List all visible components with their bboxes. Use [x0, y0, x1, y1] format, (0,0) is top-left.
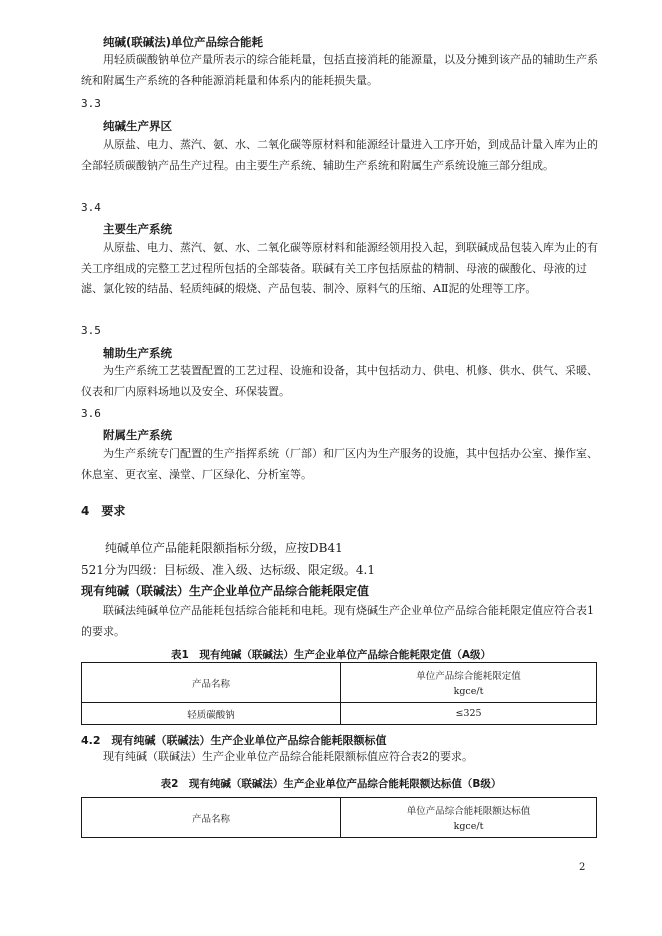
- clause-number: 3.4: [81, 201, 101, 214]
- definition-production-boundary: 从原盐、电力、蒸汽、氨、水、二氧化碳等原材料和能源经计量进入工序开始，到成品计量入库为止的全部轻质碳酸钠产品生产过程。由主要生产系统、辅助生产系统和附属生产系统设施三部分组成。: [81, 138, 598, 172]
- definition-soda-ash-energy-consumption: 用轻质碳酸钠单位产量所表示的综合能耗量，包括直接消耗的能源量，以及分摊到该产品的辅助生产系统和附属生产系统的各种能源消耗量和体系内的能耗损失量。: [81, 53, 598, 87]
- table-header-row: [82, 798, 597, 838]
- table-cell-energy-limit: ≤325: [341, 703, 597, 725]
- table-header-product-name: 产品名称: [82, 663, 341, 703]
- clause-number: 3.6: [81, 407, 101, 420]
- term-soda-ash-energy-consumption: 纯碱(联碱法)单位产品综合能耗: [103, 35, 264, 49]
- table-header-energy-target: [341, 798, 597, 838]
- requirements-intro-line-1: 纯碱单位产品能耗限额指标分级，应按DB41: [105, 541, 343, 555]
- table-header-row: [82, 663, 597, 703]
- table-header-energy-limit-label: 单位产品综合能耗限定值: [416, 671, 521, 682]
- subsection-body-target-value: 现有纯碱（联碱法）生产企业单位产品综合能耗限额标值应符合表2的要求。: [103, 750, 473, 763]
- table-header-product-name: 产品名称: [82, 798, 341, 838]
- term-production-boundary: 纯碱生产界区: [103, 119, 172, 133]
- requirements-intro-line-2: 521分为四级：目标级、准入级、达标级、限定级。4.1: [81, 563, 375, 577]
- table-header-unit: kgce/t: [453, 686, 484, 697]
- clause-number: 3.5: [81, 324, 101, 337]
- table-1: [81, 662, 597, 725]
- definition-auxiliary-production-system: 为生产系统工艺装置配置的工艺过程、设施和设备，其中包括动力、供电、机修、供水、供气、采暖、仪表和厂内原料场地以及安全、环保装置。: [81, 364, 598, 398]
- table-1-caption: 表1 现有纯碱（联碱法）生产企业单位产品综合能耗限定值（A级）: [171, 649, 491, 661]
- subsection-body-limit-value: 联碱法纯碱单位产品能耗包括综合能耗和电耗。现有烧碱生产企业单位产品综合能耗限定值应符合表1的要求。: [81, 604, 594, 638]
- table-header-energy-limit: [341, 663, 597, 703]
- table-2: [81, 797, 597, 838]
- section-heading-requirements: 4 要求: [81, 504, 126, 518]
- clause-number: 3.3: [81, 97, 101, 110]
- page-number: 2: [579, 862, 586, 873]
- table-2-caption: 表2 现有纯碱（联碱法）生产企业单位产品综合能耗限额达标值（B级）: [160, 778, 502, 790]
- subsection-title-limit-value: 现有纯碱（联碱法）生产企业单位产品综合能耗限定值: [81, 584, 370, 598]
- table-header-energy-target-label: 单位产品综合能耗限额达标值: [406, 806, 531, 817]
- term-ancillary-production-system: 附属生产系统: [103, 428, 172, 442]
- table-cell-product-name: 轻质碳酸钠: [82, 703, 341, 725]
- subsection-title-target-value: 4.2 现有纯碱（联碱法）生产企业单位产品综合能耗限额标值: [81, 734, 387, 747]
- definition-ancillary-production-system: 为生产系统专门配置的生产指挥系统（厂部）和厂区内为生产服务的设施，其中包括办公室、操作室、休息室、更衣室、澡堂、厂区绿化、分析室等。: [81, 447, 598, 481]
- table-row: [82, 703, 597, 725]
- table-header-unit: kgce/t: [453, 821, 484, 832]
- definition-main-production-system: 从原盐、电力、蒸汽、氨、水、二氧化碳等原材料和能源经领用投入起，到联碱成品包装入库为止的有关工序组成的完整工艺过程所包括的全部装备。联碱有关工序包括原盐的精制、母液的碳酸化、母液的过滤、氯化铵的结晶、轻质纯碱的煅烧、产品包装、制冷、原料气的压缩、AⅡ泥的处理等工序。: [81, 241, 598, 295]
- term-auxiliary-production-system: 辅助生产系统: [103, 346, 172, 360]
- term-main-production-system: 主要生产系统: [103, 222, 172, 236]
